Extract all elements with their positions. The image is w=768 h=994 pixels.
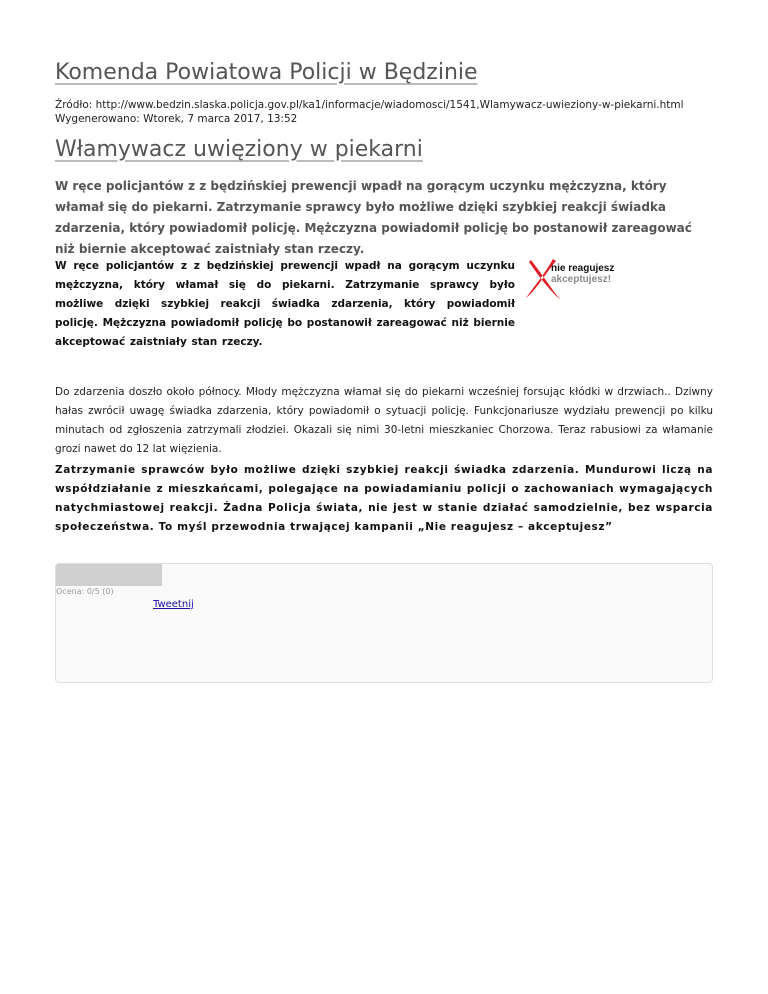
social-rating-box — [55, 563, 713, 683]
source-line: Źródło: http://www.bedzin.slaska.policja.gov.pl/ka1/informacje/wiadomosci/1541,Wlamywacz-uwieziony-w-piekarni.html — [55, 99, 684, 111]
rating-stars-bar[interactable] — [56, 564, 162, 586]
rating-label: Ocena: 0/5 (0) — [56, 587, 114, 596]
print-meta — [55, 98, 684, 126]
logo-text-line2: akceptujesz! — [551, 274, 612, 285]
campaign-logo — [523, 256, 615, 302]
article-closing: Zatrzymanie sprawców było możliwe dzięki szybkiej reakcji świadka zdarzenia. Mundurowi liczą na współdziałanie z mieszkańcami, polegające na powiadamianiu policji o zachowaniach wymagających natychmiastowej reakcji. Żadna Policja świata, nie jest w stanie działać samodzielnie, bez wsparcia społeczeństwa. To myśl przewodnia trwającej kampanii „Nie reagujesz – akceptujesz” — [55, 464, 713, 533]
site-title: Komenda Powiatowa Policji w Będzinie — [55, 60, 478, 85]
article-lead: W ręce policjantów z z będzińskiej prewencji wpadł na gorącym uczynku mężczyzna, który włamał się do piekarni. Zatrzymanie sprawcy było możliwe dzięki szybkiej reakcji świadka zdarzenia, który powiadomił policję. Mężczyzna powiadomił policję bo postanowił zareagować niż biernie akceptować zaistniały stan rzeczy. — [55, 179, 692, 256]
tweet-link[interactable]: Tweetnij — [153, 599, 194, 610]
article-intro: W ręce policjantów z z będzińskiej prewencji wpadł na gorącym uczynku mężczyzna, który włamał się do piekarni. Zatrzymanie sprawcy było możliwe dzięki szybkiej reakcji świadka zdarzenia, który powiadomił policję. Mężczyzna powiadomił policję bo postanowił zareagować niż biernie akceptować zaistniały stan rzeczy. — [55, 260, 515, 348]
article-body: Do zdarzenia doszło około północy. Młody mężczyzna włamał się do piekarni wcześniej forsując kłódki w drzwiach.. Dziwny hałas zwrócił uwagę świadka zdarzenia, który powiadomił o sytuacji policję. Funkcjonariusze wydziału prewencji po kilku minutach od zgłoszenia zatrzymali złodziei. Okazali się nimi 30-letni mieszkaniec Chorzowa. Teraz rabusiowi za włamanie grozi nawet do 12 lat więzienia. — [55, 386, 713, 455]
article-title: Włamywacz uwięziony w piekarni — [55, 137, 423, 162]
logo-text-line1: nie reagujesz — [551, 263, 615, 274]
cross-mark-logo-icon — [523, 256, 615, 302]
generated-line: Wygenerowano: Wtorek, 7 marca 2017, 13:52 — [55, 113, 298, 125]
